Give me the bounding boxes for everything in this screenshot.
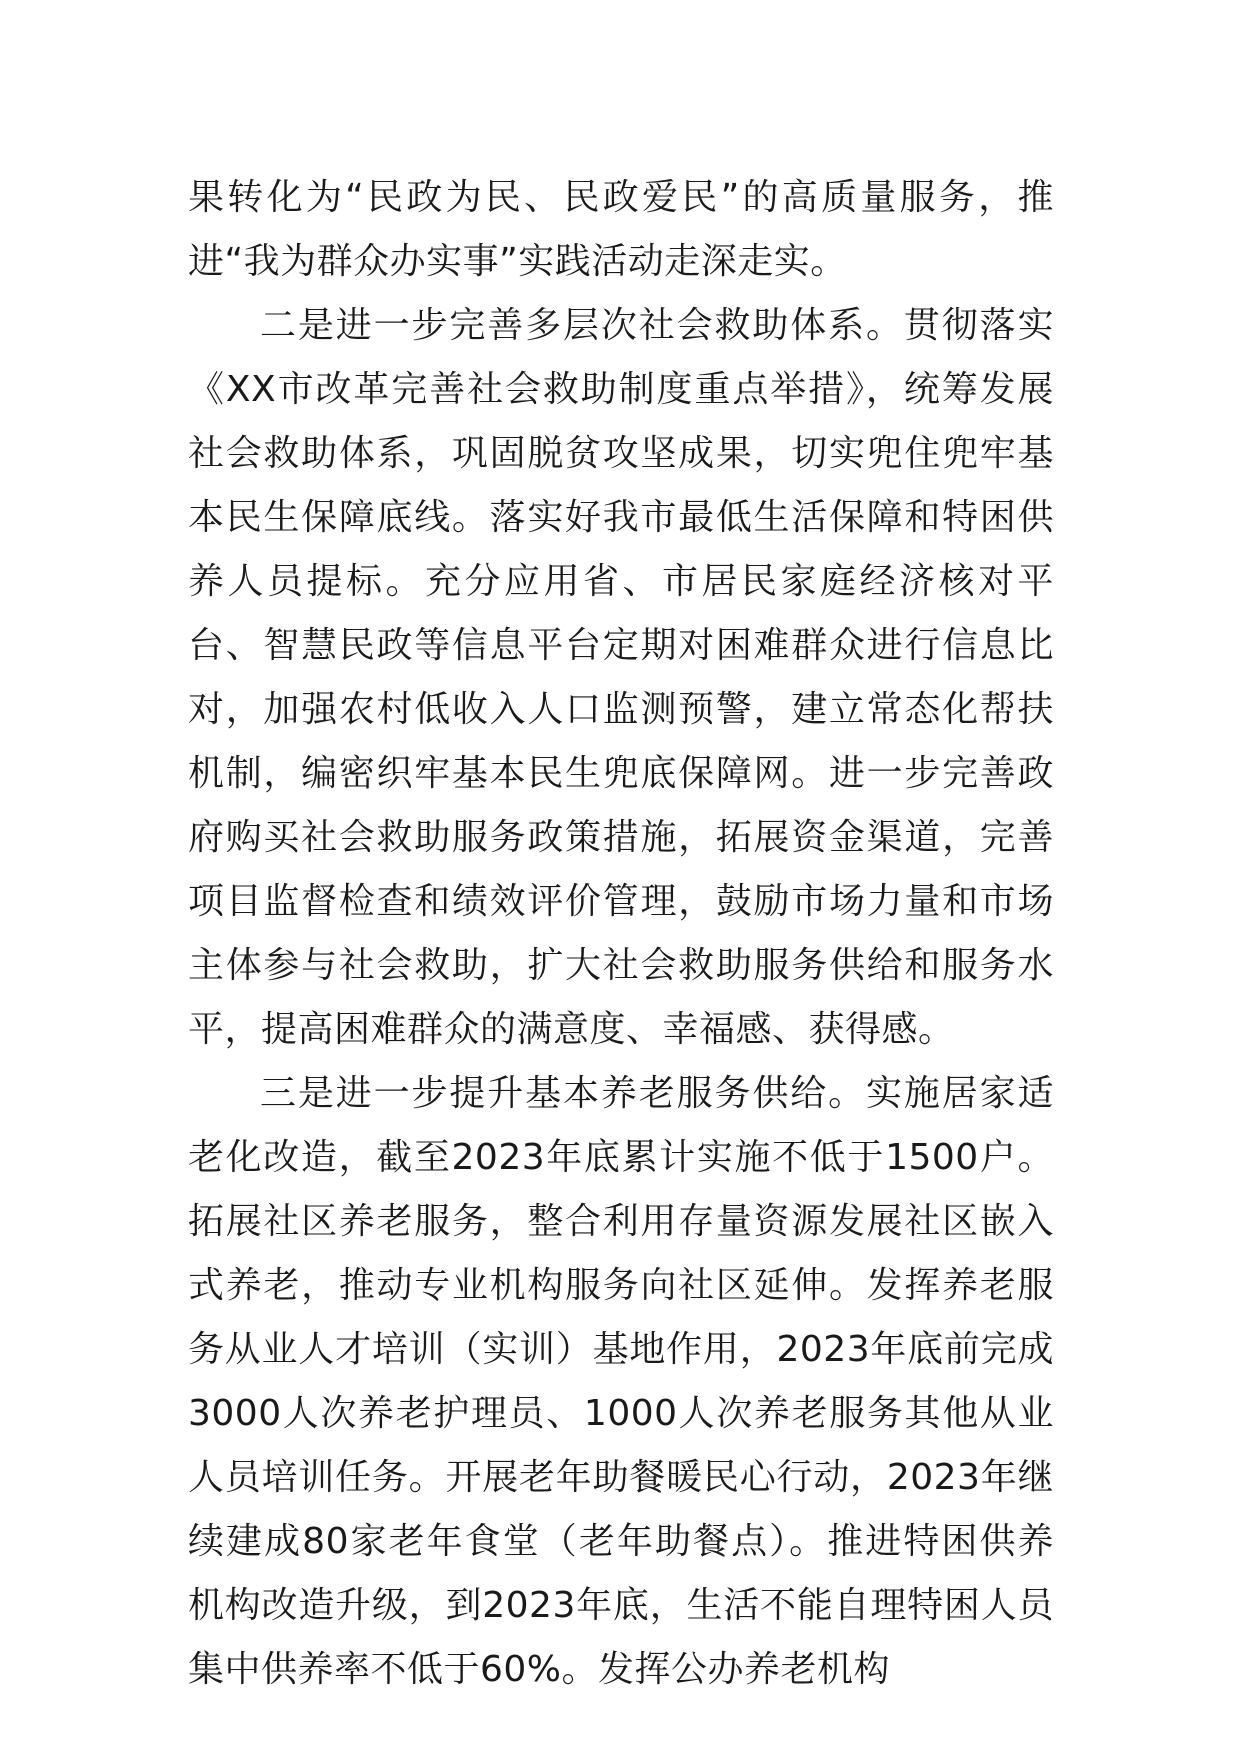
paragraph-social-assistance: 二是进一步完善多层次社会救助体系。贯彻落实《XX市改革完善社会救助制度重点举措》，统筹发展社会救助体系，巩固脱贫攻坚成果，切实兜住兜牢基本民生保障底线。落实好我市最低生活保障和特困供养人员提标。充分应用省、市居民家庭经济核对平台、智慧民政等信息平台定期对困难群众进行信息比对，加强农村低收入人口监测预警，建立常态化帮扶机制，编密织牢基本民生兜底保障网。进一步完善政府购买社会救助服务政策措施，拓展资金渠道，完善项目监督检查和绩效评价管理，鼓励市场力量和市场主体参与社会救助，扩大社会救助服务供给和服务水平，提高困难群众的满意度、幸福感、获得感。 bbox=[188, 305, 1054, 1050]
document-body bbox=[188, 166, 1054, 1702]
paragraph-elderly-care: 三是进一步提升基本养老服务供给。实施居家适老化改造，截至2023年底累计实施不低于1500户。拓展社区养老服务，整合利用存量资源发展社区嵌入式养老，推动专业机构服务向社区延伸。发挥养老服务从业人才培训（实训）基地作用，2023年底前完成3000人次养老护理员、1000人次养老服务其他从业人员培训任务。开展老年助餐暖民心行动，2023年继续建成80家老年食堂（老年助餐点）。推进特困供养机构改造升级，到2023年底，生活不能自理特困人员集中供养率不低于60%。发挥公办养老机构 bbox=[188, 1073, 1054, 1690]
paragraph-continuation: 果转化为“民政为民、民政爱民”的高质量服务，推进“我为群众办实事”实践活动走深走实。 bbox=[188, 177, 1054, 282]
